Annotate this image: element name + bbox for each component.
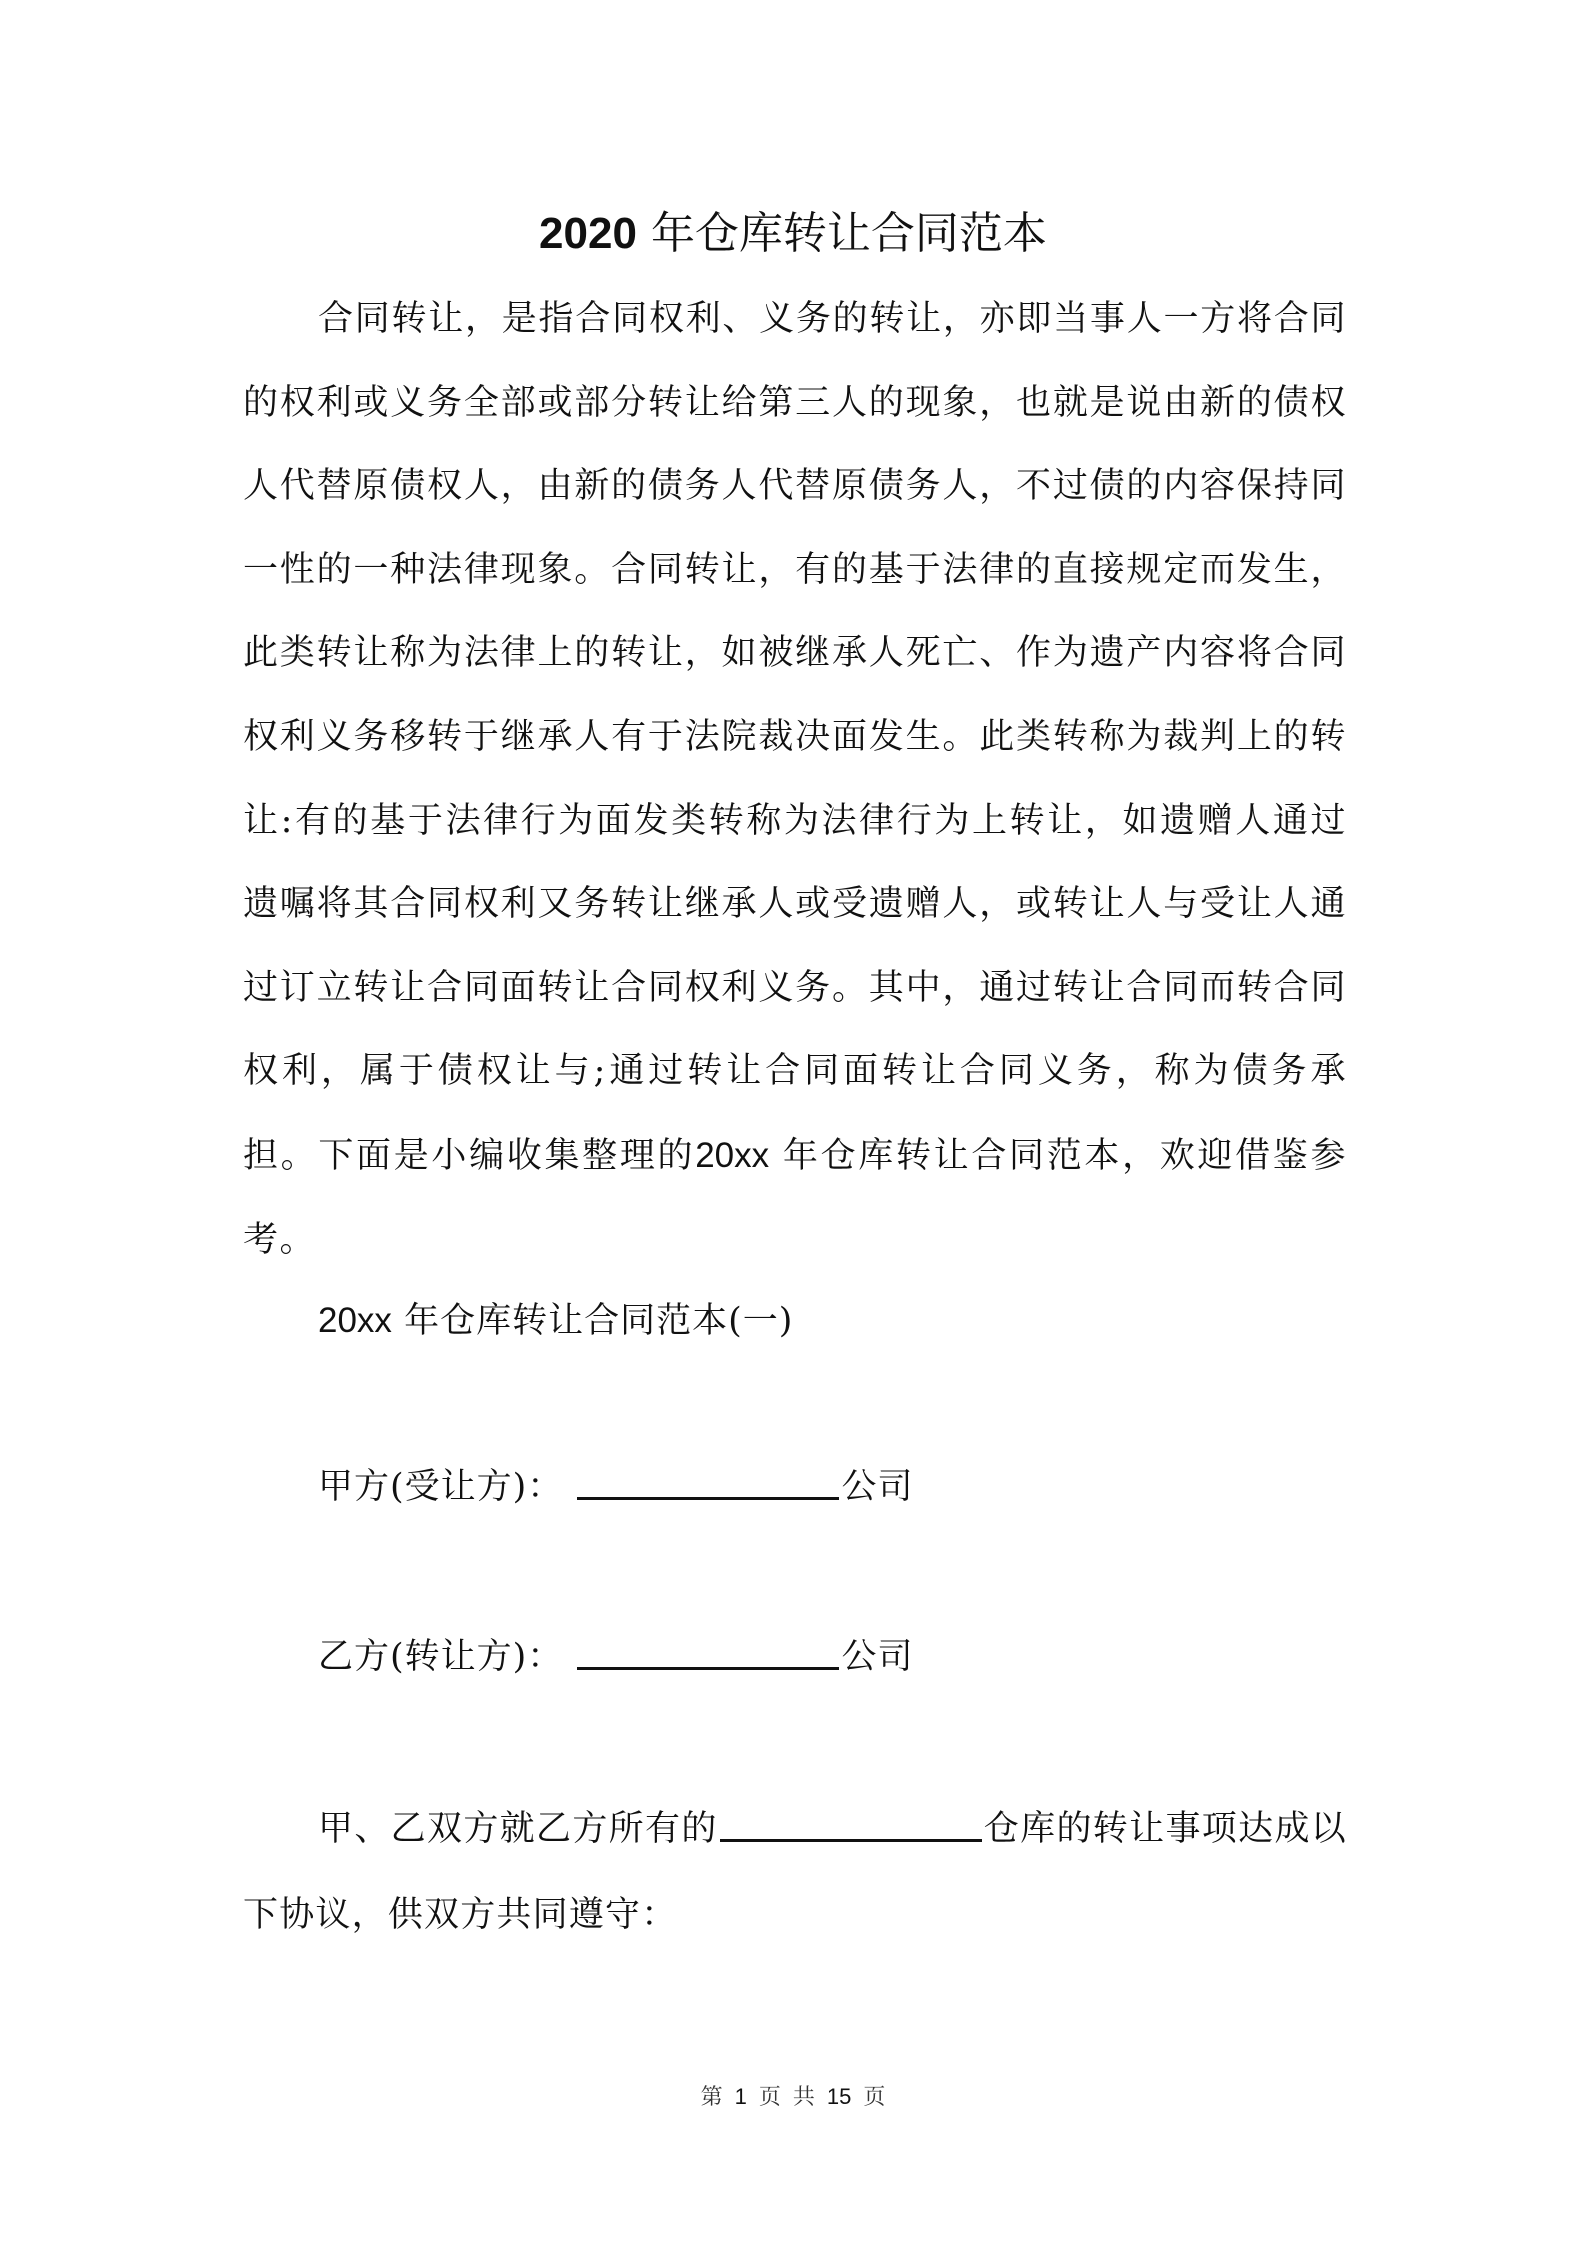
page-footer [0, 2082, 1586, 2113]
party-b-label: 乙方(转让方)： [318, 1637, 564, 1677]
party-a-suffix: 公司 [841, 1467, 914, 1507]
footer-page-current: 1 [734, 2084, 747, 2109]
agreement-paragraph [243, 1786, 1347, 1958]
footer-page-mid: 页 [758, 2085, 781, 2110]
party-a-name-blank[interactable] [577, 1467, 839, 1500]
intro-text-main: 合同转让，是指合同权利、义务的转让，亦即当事人一方将合同的权利或义务全部或部分转让给第三人的现象，也就是说由新的债权人代替原债权人，由新的债务人代替原债务人，不过债的内容保持同一性的一种法律现象。合同转让，有的基于法律的直接规定而发生，此类转让称为法律上的转让，如被继承人死亡、作为遗产内容将合同权利义务移转于继承人有于法院裁决面发生。此类转称为裁判上的转让:有的基于法律行为面发类转称为法律行为上转让，如遗赠人通过遗嘱将其合同权利又务转让继承人或受遗赠人，或转让人与受让人通过订立转让合同面转让合同权利义务。其中，通过转让合同而转合同权利，属于债权让与;通过转让合同面转让合同义务，称为债务承担。下面是小编收集整理的 [243, 299, 1347, 1176]
document-title [0, 204, 1586, 264]
footer-page-suffix: 页 [863, 2085, 886, 2110]
section-heading-year: 20xx [318, 1301, 392, 1340]
warehouse-blank[interactable] [720, 1809, 982, 1842]
intro-text-year: 20xx [695, 1135, 770, 1175]
agreement-after-blank: 仓库的转让事项达成以下协议，供双方共同遵守： [243, 1809, 1347, 1935]
agreement-before-blank: 甲、乙双方就乙方所有的 [318, 1809, 718, 1849]
intro-paragraph-text [243, 278, 1347, 1282]
footer-page-total: 15 [826, 2084, 852, 2109]
party-b-suffix: 公司 [841, 1637, 914, 1677]
title-year: 2020 [539, 209, 637, 258]
footer-total-prefix: 共 [792, 2085, 815, 2110]
agreement-text [243, 1786, 1347, 1958]
footer-page-prefix: 第 [700, 2085, 723, 2110]
party-a-line [318, 1462, 913, 1512]
intro-text-end: 年仓库转让合同范本，欢迎借鉴参考。 [243, 1135, 1347, 1260]
title-text: 年仓库转让合同范本 [650, 208, 1047, 259]
section-heading [318, 1296, 793, 1346]
party-b-name-blank[interactable] [577, 1637, 839, 1670]
party-a-label: 甲方(受让方)： [318, 1467, 564, 1507]
intro-paragraph [243, 278, 1347, 1282]
party-b-line [318, 1632, 913, 1682]
section-heading-text: 年仓库转让合同范本(一) [391, 1301, 794, 1341]
